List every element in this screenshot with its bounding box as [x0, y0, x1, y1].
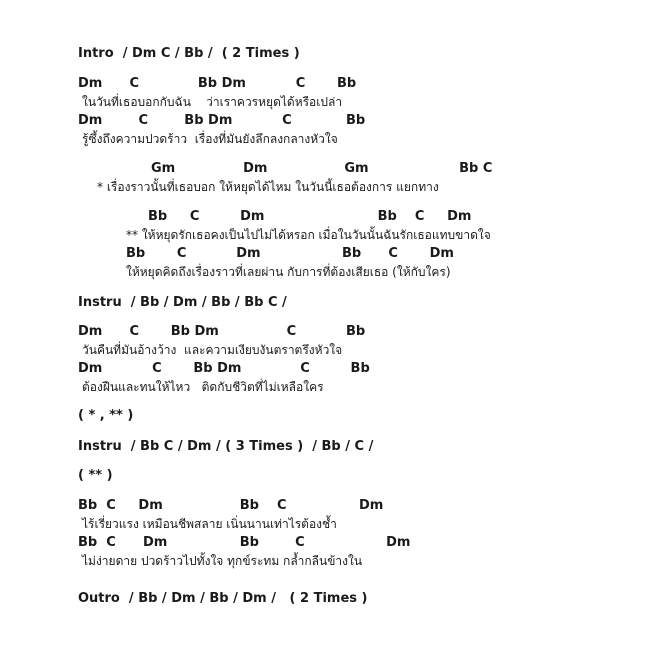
lyric-line: ให้หยุดคิดถึงเรื่องราวที่เลยผ่าน กับการที่ต้องเสียเธอ (ให้กับใคร) [126, 265, 451, 279]
chord-line: Bb C Dm Bb C Dm [78, 535, 411, 550]
chord-line: Gm Dm Gm Bb C [151, 161, 493, 176]
lyric-line: ในวันที่เธอบอกกับฉัน ว่าเราควรหยุดได้หรือเปล่า [82, 95, 343, 109]
lyric-line: ** ให้หยุดรักเธอคงเป็นไปไม่ได้หรอก เมื่อในวันนั้นฉันรักเธอแทบขาดใจ [126, 228, 491, 242]
chord-line: Bb C Dm Bb C Dm [148, 209, 472, 224]
chord-line: Bb C Dm Bb C Dm [126, 246, 454, 261]
outro-line: Outro / Bb / Dm / Bb / Dm / ( 2 Times ) [78, 591, 368, 606]
lyric-line: วันคืนที่มันอ้างว้าง และความเงียบงันตราตรึงหัวใจ [82, 343, 343, 357]
chord-line: Dm C Bb Dm C Bb [78, 324, 366, 339]
chord-line: Dm C Bb Dm C Bb [78, 113, 366, 128]
lyric-line: ไร้เรี่ยวแรง เหมือนชีพสลาย เนิ่นนานเท่าไรต้องช้ำ [82, 517, 337, 531]
chord-line: Dm C Bb Dm C Bb [78, 76, 357, 91]
chord-line: Dm C Bb Dm C Bb [78, 361, 370, 376]
instrumental-line: Instru / Bb / Dm / Bb / Bb C / [78, 295, 287, 310]
chord-line: Bb C Dm Bb C Dm [78, 498, 384, 513]
lyric-line: ต้องฝืนและทนให้ไหว ติดกับชีวิตที่ไม่เหลือใคร [82, 380, 324, 394]
lyric-line: รู้ซึ้งถึงความปวดร้าว เรื่องที่มันยังลึกลงกลางหัวใจ [82, 132, 338, 146]
lyric-line: * เรื่องราวนั้นที่เธอบอก ให้หยุดได้ไหม ในวันนี้เธอต้องการ แยกทาง [97, 180, 439, 194]
lyric-line: ไม่ง่ายดาย ปวดร้าวไปทั้งใจ ทุกข์ระทม กล้ำกลืนข้างใน [82, 554, 363, 568]
intro-line: Intro / Dm C / Bb / ( 2 Times ) [78, 46, 300, 61]
instrumental-line: Instru / Bb C / Dm / ( 3 Times ) / Bb / C / [78, 439, 374, 454]
repeat-marker: ( * , ** ) [78, 408, 134, 423]
repeat-marker: ( ** ) [78, 468, 113, 483]
